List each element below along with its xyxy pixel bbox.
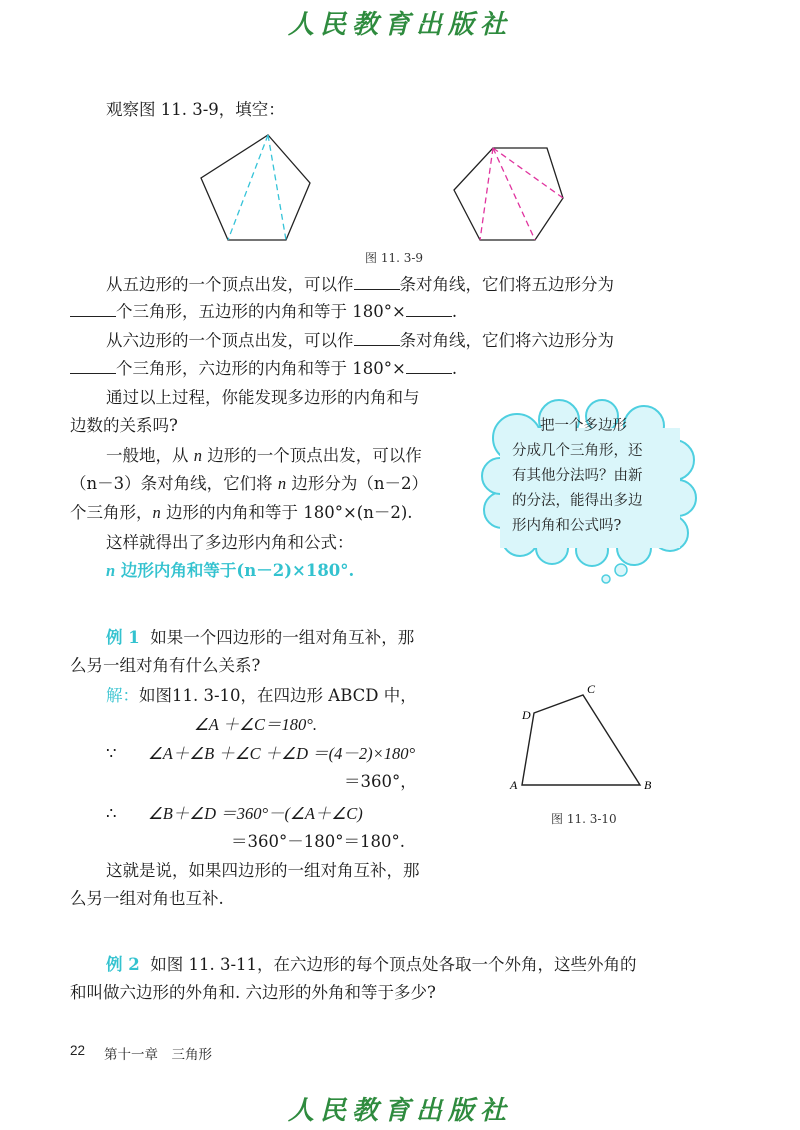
hexagon-diagonal <box>480 148 493 240</box>
hexagon-diagonal <box>493 148 535 240</box>
solution-line: ∠A ＋∠C＝180°. <box>194 715 317 734</box>
answer-blank[interactable] <box>406 302 452 317</box>
page-number: 22 <box>70 1043 86 1058</box>
example2-question <box>106 955 637 975</box>
publisher-logo-bottom: 人民教育出版社 <box>287 1096 512 1126</box>
cloud-bubble <box>615 564 627 576</box>
text: . <box>451 302 458 321</box>
vertex-label-b: B <box>644 778 652 792</box>
cloud-line: 把一个多边形 <box>540 418 627 434</box>
math-var: n <box>106 561 116 580</box>
example-label: 例 2 <box>106 955 140 974</box>
answer-blank[interactable] <box>354 275 400 290</box>
text: 一般地，从 <box>106 446 194 465</box>
answer-blank[interactable] <box>354 331 400 346</box>
text: 如果一个四边形的一组对角互补，那 <box>150 628 415 647</box>
fill-line-2 <box>70 302 457 322</box>
fill-line-3 <box>106 331 614 351</box>
example1-question-cont: 么另一组对角有什么关系? <box>70 656 261 675</box>
text: 如图 11. 3-11，在六边形的每个顶点处各取一个外角，这些外角的 <box>150 955 637 974</box>
vertex-label-d: D <box>522 708 531 722</box>
body-line <box>70 503 413 523</box>
solution-line <box>106 686 417 706</box>
vertex-label-c: C <box>587 682 596 696</box>
text: 条对角线，它们将六边形分为 <box>399 331 614 350</box>
solution-line: ＝360°－180°＝180°. <box>231 832 405 851</box>
text: 边形内角和等于(n－2)×180°. <box>115 561 355 580</box>
text: 个三角形，五边形的内角和等于 180°× <box>116 302 406 321</box>
math-var: n <box>152 503 161 522</box>
figure-caption: 图 11. 3-9 <box>365 251 424 265</box>
cloud-line: 形内角和公式吗? <box>512 518 622 534</box>
conclusion-line: 这就是说，如果四边形的一组对角互补，那 <box>106 861 420 880</box>
math-var: n <box>277 474 287 493</box>
text: 条对角线，它们将五边形分为 <box>399 275 614 294</box>
publisher-logo-top: 人民教育出版社 <box>287 10 512 40</box>
vertex-label-a: A <box>510 778 518 792</box>
example2-question-cont: 和叫做六边形的外角和. 六边形的外角和等于多少? <box>70 983 436 1002</box>
figure-11-3-10 <box>505 680 665 800</box>
text: （n－3）条对角线，它们将 <box>70 474 278 493</box>
body-line: 这样就得出了多边形内角和公式： <box>106 533 354 552</box>
answer-blank[interactable] <box>406 359 452 374</box>
pentagon-diagonal <box>228 135 268 240</box>
math-var: n <box>193 446 202 465</box>
pentagon-diagonal <box>268 135 286 240</box>
cloud-line: 分成几个三角形，还 <box>512 443 643 459</box>
cloud-line: 的分法，能得出多边 <box>512 493 643 509</box>
text: 边形分为（n－2） <box>286 474 428 493</box>
example1-question <box>106 628 414 648</box>
text: 如图11. 3-10，在四边形 ABCD 中， <box>139 686 417 705</box>
answer-blank[interactable] <box>70 302 116 317</box>
cloud-bubble <box>602 575 610 583</box>
body-line: 边数的关系吗? <box>70 416 178 435</box>
answer-blank[interactable] <box>70 359 116 374</box>
hexagon <box>454 148 563 240</box>
pentagon <box>201 135 310 240</box>
fill-line-4 <box>70 359 457 379</box>
quadrilateral-abcd <box>522 695 640 785</box>
therefore-symbol: ∴ <box>106 804 117 823</box>
text: 边形的一个顶点出发，可以作 <box>202 446 422 465</box>
text: 从五边形的一个顶点出发，可以作 <box>106 275 354 294</box>
text: 边形的内角和等于 180°×(n－2). <box>160 503 413 522</box>
text: 个三角形， <box>70 503 153 522</box>
text: 从六边形的一个顶点出发，可以作 <box>106 331 354 350</box>
body-line: 通过以上过程，你能发现多边形的内角和与 <box>106 388 420 407</box>
solution-line: ∠A＋∠B ＋∠C ＋∠D ＝(4－2)×180° <box>148 744 416 763</box>
solution-line: ∠B＋∠D ＝360°－(∠A＋∠C) <box>148 804 363 823</box>
text: 个三角形，六边形的内角和等于 180°× <box>116 359 406 378</box>
body-line <box>106 446 422 466</box>
intro-text: 观察图 11. 3-9，填空： <box>106 100 285 119</box>
chapter-title: 第十一章 三角形 <box>104 1047 212 1062</box>
figure-caption: 图 11. 3-10 <box>551 812 617 826</box>
text: . <box>451 359 458 378</box>
figure-11-3-9 <box>190 128 590 246</box>
conclusion-line: 么另一组对角也互补. <box>70 889 224 908</box>
solution-line: ＝360°， <box>344 772 417 791</box>
hexagon-diagonal <box>493 148 563 198</box>
fill-line-1 <box>106 275 614 295</box>
cloud-line: 有其他分法吗？由新 <box>512 468 643 484</box>
because-symbol: ∵ <box>106 744 117 763</box>
body-line <box>70 474 428 494</box>
example-label: 例 1 <box>106 628 140 647</box>
polygon-angle-sum-formula <box>106 561 354 581</box>
solution-label: 解： <box>106 686 139 705</box>
